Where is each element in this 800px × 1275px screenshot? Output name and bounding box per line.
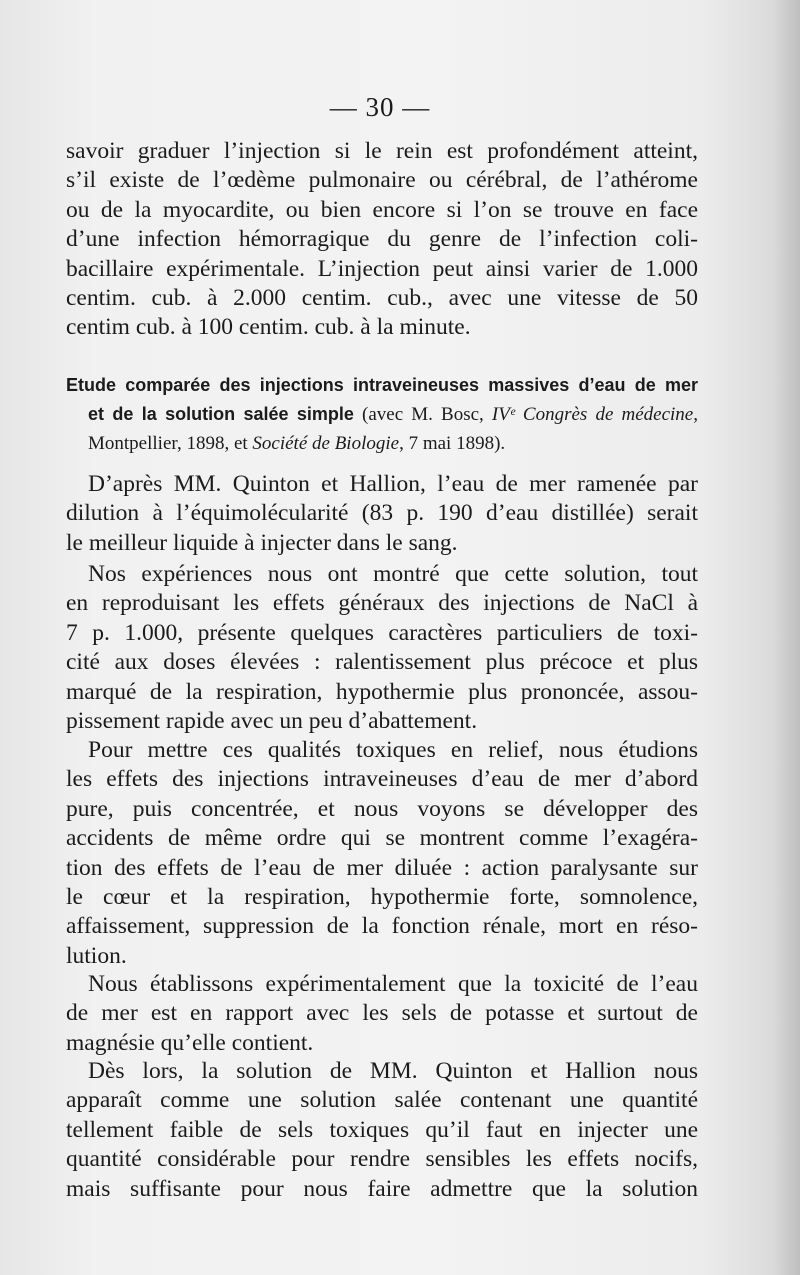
paragraph-5-wrap bbox=[66, 970, 698, 1058]
paragraph-continuation bbox=[66, 137, 698, 343]
text-line: dilution à l’équimolécularité (83 p. 190 d’eau distillée) serait bbox=[66, 500, 698, 527]
text-line: magnésie qu’elle contient. bbox=[66, 1029, 314, 1056]
text-line: centim cub. à 100 centim. cub. à la minute. bbox=[66, 314, 471, 341]
text-line: quantité considérable pour rendre sensibles les effets nocifs, bbox=[66, 1146, 698, 1173]
reference-congress: IVᵉ Congrès de médecine, bbox=[491, 403, 698, 425]
paragraph-3 bbox=[66, 560, 698, 736]
bibliographic-reference bbox=[66, 371, 698, 459]
paragraph-5 bbox=[66, 970, 698, 1058]
text-line: 7 p. 1.000, présente quelques caractères particuliers de toxi- bbox=[66, 619, 698, 646]
paragraph-6 bbox=[66, 1057, 698, 1204]
text-line: affaissement, suppression de la fonction rénale, mort en réso- bbox=[66, 913, 698, 940]
text-line: Nous établissons expérimentalement que la toxicité de l’eau bbox=[88, 971, 698, 997]
text-line: en reproduisant les effets généraux des injections de NaCl à bbox=[66, 590, 698, 617]
text-line: le cœur et la respiration, hypothermie forte, somnolence, bbox=[66, 884, 698, 911]
paragraph-3-wrap bbox=[66, 560, 698, 736]
text-line: s’il existe de l’œdème pulmonaire ou cérébral, de l’athérome bbox=[66, 167, 698, 194]
reference-place: Montpellier, 1898, et bbox=[88, 433, 253, 454]
paragraph-4-wrap bbox=[66, 736, 698, 971]
paragraph-4 bbox=[66, 736, 698, 971]
text-line: lution. bbox=[66, 942, 127, 969]
paragraph-2 bbox=[66, 470, 698, 558]
text-line: savoir graduer l’injection si le rein est profondément atteint, bbox=[66, 138, 698, 164]
text-line: cité aux doses élevées : ralentissement plus précoce et plus bbox=[66, 649, 698, 676]
reference-date: , 7 mai 1898). bbox=[399, 433, 506, 454]
page-number: — 30 — bbox=[329, 92, 431, 122]
text-line: pure, puis concentrée, et nous voyons se développer des bbox=[66, 795, 698, 822]
text-line: de mer est en rapport avec les sels de potasse et surtout de bbox=[66, 1000, 698, 1027]
reference-title-end: et de la solution salée simple bbox=[88, 403, 354, 424]
reference-journal: Société de Biologie bbox=[252, 433, 400, 454]
text-line: Pour mettre ces qualités toxiques en relief, nous étudions bbox=[88, 737, 698, 763]
text-line: bacillaire expérimentale. L’injection peut ainsi varier de 1.000 bbox=[66, 255, 698, 282]
text-line: le meilleur liquide à injecter dans le sang. bbox=[66, 529, 458, 556]
text-line: Dès lors, la solution de MM. Quinton et Hallion nous bbox=[88, 1058, 698, 1084]
text-line: Nos expériences nous ont montré que cette solution, tout bbox=[88, 561, 698, 587]
text-line: D’après MM. Quinton et Hallion, l’eau de mer ramenée par bbox=[88, 471, 698, 497]
text-line: mais suffisante pour nous faire admettre que la solution bbox=[66, 1175, 698, 1202]
paragraph-6-wrap bbox=[66, 1057, 698, 1204]
reference-line-3 bbox=[66, 429, 698, 459]
reference-title-line: Etude comparée des injections intraveineuses massives d’eau de mer bbox=[66, 375, 698, 395]
reference-line-2 bbox=[66, 400, 698, 430]
text-line: apparaît comme une solution salée contenant une quantité bbox=[66, 1087, 698, 1114]
text-line: marqué de la respiration, hypothermie plus prononcée, assou- bbox=[66, 678, 698, 705]
text-line: accidents de même ordre qui se montrent comme l’exagéra- bbox=[66, 825, 698, 852]
text-line: centim. cub. à 2.000 centim. cub., avec une vitesse de 50 bbox=[66, 285, 698, 312]
text-line: ou de la myocardite, ou bien encore si l’on se trouve en face bbox=[66, 196, 698, 223]
text-line: tion des effets de l’eau de mer diluée : action paralysante sur bbox=[66, 854, 698, 881]
reference-block bbox=[66, 371, 698, 459]
text-line: pissement rapide avec un peu d’abattement. bbox=[66, 708, 478, 735]
text-line: d’une infection hémorragique du genre de l’infection coli- bbox=[66, 226, 698, 253]
reference-coauthor: (avec M. Bosc, bbox=[353, 403, 492, 425]
text-line: tellement faible de sels toxiques qu’il faut en injecter une bbox=[66, 1116, 698, 1143]
paragraph-2-wrap bbox=[66, 470, 698, 558]
text-line: les effets des injections intraveineuses d’eau de mer d’abord bbox=[66, 766, 698, 793]
paragraph-1 bbox=[66, 137, 698, 343]
